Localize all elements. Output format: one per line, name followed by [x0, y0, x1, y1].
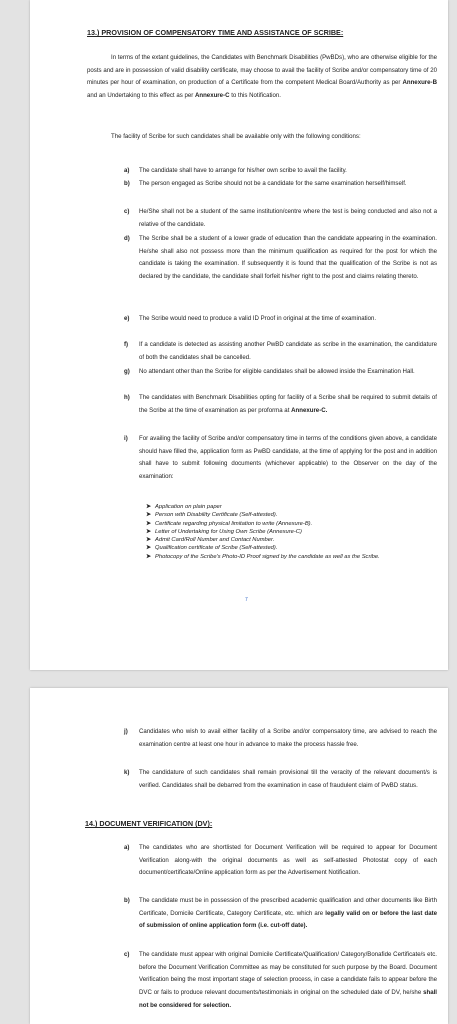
list-item: i) For availing the facility of Scribe and/or compensatory time in terms of the conditions given above, a candidate should have filled the, application form as PwBD candidate, at the time of applying for the post and in addition shall have to submit following documents (whichever applicable) to the Observer on the day of the examination: [124, 435, 437, 481]
facility-paragraph: The facility of Scribe for such candidates shall be available only with the following conditions: [111, 133, 361, 140]
page-2 [30, 688, 448, 1024]
arrow-bullet-icon: ➤ [146, 504, 152, 510]
list-item: c) He/She shall not be a student of the same institution/centre where the test is being conducted and also not a relative of the candidate. [124, 208, 437, 228]
list-item: ➤ Photocopy of the Scribe's Photo-ID Proof signed by the candidate as well as the Scribe. [146, 553, 380, 560]
arrow-bullet-icon: ➤ [146, 553, 152, 560]
page-1 [30, 0, 448, 670]
list-item: c) The candidate must appear with original Domicile Certificate/Qualification/ Category/Bonafide Certificate/s etc. before the Document Verification Committee as may be constituted for such purpose by the Board. Document Verification being the most important stage of selection process, in case a candidate fails to appear before the DVC or fails to produce relevant documents/testimonials in original on the scheduled date of DV, he/she shall not be considered for selection. [124, 951, 437, 1009]
list-item: e) The Scribe would need to produce a valid ID Proof in original at the time of examination. [124, 315, 377, 322]
arrow-bullet-icon: ➤ [146, 512, 152, 519]
page-number: 7 [245, 597, 248, 603]
list-item: ➤ Admit Card/Roll Number and Contact Number. [146, 537, 275, 544]
list-item: ➤ Person with Disability Certificate (Self-attested). [146, 512, 278, 519]
list-item: h) The candidates with Benchmark Disabilities opting for facility of a Scribe shall be required to submit details of the Scribe at the time of examination as per proforma at Annexure-C. [124, 394, 437, 414]
intro-paragraph: In terms of the extant guidelines, the Candidates with Benchmark Disabilities (PwBDs), who are otherwise eligible for the posts and are in possession of valid disability certificate, may choose to avail the facility of Scribe and/or compensatory time of 20 minutes per hour of examination, on production of a Certificate from the competent Medical Board/Authority as per Annexure-B and an Undertaking to this effect as per Annexure-C to this Notification. [87, 54, 437, 100]
arrow-bullet-icon: ➤ [146, 537, 152, 544]
arrow-bullet-icon: ➤ [146, 545, 152, 552]
list-item: k) The candidature of such candidates shall remain provisional till the veracity of the relevant document/s is verified. Candidates shall be debarred from the examination in case of fraudulent claim of PwBD status. [124, 769, 437, 789]
arrow-bullet-icon: ➤ [146, 520, 152, 527]
list-item: d) The Scribe shall be a student of a lower grade of education than the candidate appearing in the examination. He/she shall also not possess more than the minimum qualification as required for the post for which the candidate is taking the examination. If subsequently it is found that the qualification of the Scribe is not as declared by the candidate, the candidate shall forfeit his/her right to the post and claims relating thereto. [124, 235, 437, 281]
list-item: b) The person engaged as Scribe should not be a candidate for the same examination herself/himself. [124, 180, 407, 187]
arrow-bullet-icon: ➤ [146, 528, 152, 535]
list-item: ➤ Letter of Undertaking for Using Own Scribe (Annexure-C) [146, 528, 302, 535]
list-item: g) No attendant other than the Scribe for eligible candidates shall be allowed inside the Examination Hall. [124, 368, 415, 375]
section-14-heading: 14.) DOCUMENT VERIFICATION (DV): [85, 819, 213, 828]
document-bullet-list [146, 503, 411, 561]
list-item: b) The candidate must be in possession of the prescribed academic qualification and other documents like Birth Certificate, Domicile Certificate, Category Certificate, etc. which are legally valid on or before the last date of submission of online application form (i.e. cut-off date). [124, 897, 437, 930]
list-item: ➤ Application on plain paper [146, 504, 222, 510]
list-item: j) Candidates who wish to avail either facility of a Scribe and/or compensatory time, are advised to reach the examination centre at least one hour in advance to make the process hassle free. [124, 728, 437, 748]
list-item: ➤ Qualification certificate of Scribe (Self-attested). [146, 545, 278, 552]
list-item: f) If a candidate is detected as assisting another PwBD candidate as scribe in the examination, the candidature of both the candidates shall be cancelled. [124, 341, 437, 361]
list-item: a) The candidate shall have to arrange for his/her own scribe to avail the facility. [124, 167, 347, 174]
list-item: ➤ Certificate regarding physical limitation to write (Annexure-B). [146, 520, 313, 527]
list-item: a) The candidates who are shortlisted for Document Verification will be required to appear for Document Verification along-with the original documents as well as self-attested Photostat copy of each document/certificate/Online application form as per the Advertisement Notification. [124, 844, 437, 877]
section-13-heading: 13.) PROVISION OF COMPENSATORY TIME AND ASSISTANCE OF SCRIBE: [87, 28, 344, 37]
